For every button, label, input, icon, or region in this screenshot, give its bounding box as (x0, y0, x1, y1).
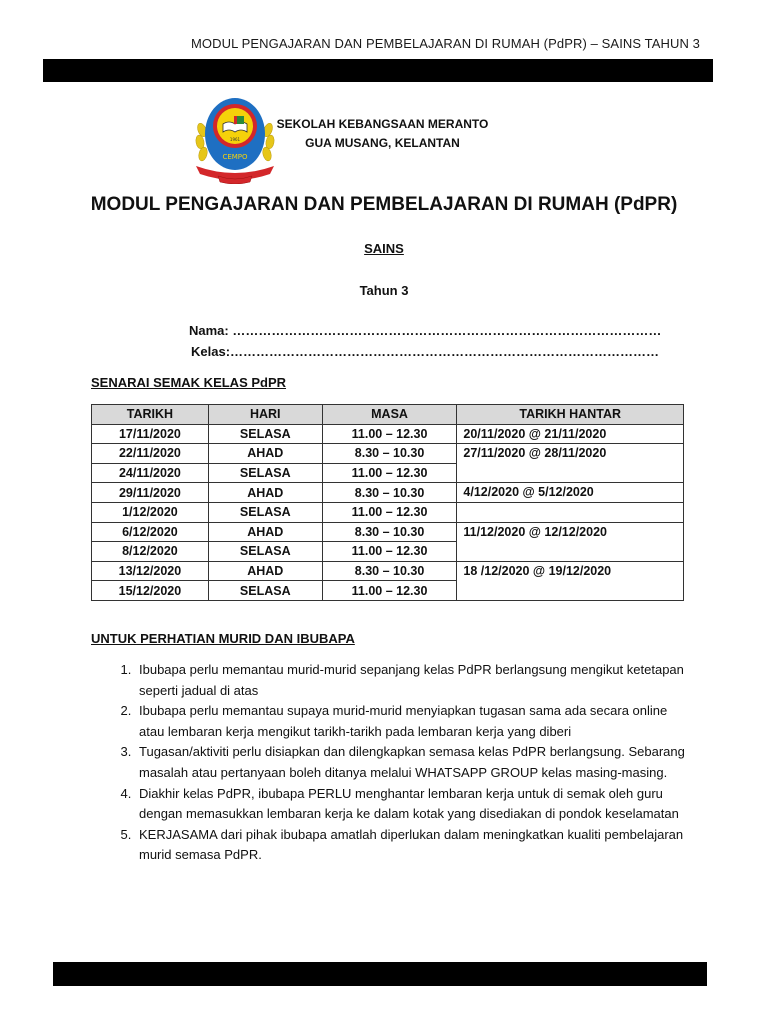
school-info (270, 115, 495, 153)
note-item: 1. Ibubapa perlu memantau murid-murid sepanjang kelas PdPR berlangsung mengikut ketetapan seperti jadual di atas (135, 660, 695, 701)
cell-hari: SELASA (208, 581, 322, 601)
svg-text:CEMPO: CEMPO (222, 153, 248, 161)
cell-hari: SELASA (208, 542, 322, 562)
cell-hari: AHAD (208, 561, 322, 581)
cell-masa: 8.30 – 10.30 (322, 561, 457, 581)
column-header-hari: HARI (208, 405, 322, 425)
cell-masa: 11.00 – 12.30 (322, 424, 457, 444)
cell-masa: 8.30 – 10.30 (322, 483, 457, 503)
cell-tarikh: 15/12/2020 (92, 581, 209, 601)
school-crest-icon (190, 92, 280, 184)
table-row (92, 483, 684, 503)
cell-hari: AHAD (208, 444, 322, 464)
cell-tarikh: 22/11/2020 (92, 444, 209, 464)
table-row (92, 502, 684, 522)
cell-tarikh-hantar-empty (457, 502, 684, 522)
cell-masa: 11.00 – 12.30 (322, 581, 457, 601)
table-row (92, 522, 684, 542)
cell-tarikh-hantar: 11/12/2020 @ 12/12/2020 (457, 522, 684, 561)
cell-tarikh: 17/11/2020 (92, 424, 209, 444)
cell-tarikh: 24/11/2020 (92, 463, 209, 483)
cell-masa: 8.30 – 10.30 (322, 522, 457, 542)
cell-masa: 11.00 – 12.30 (322, 463, 457, 483)
year-label: Tahun 3 (359, 283, 409, 298)
cell-hari: SELASA (208, 502, 322, 522)
header-bar (43, 59, 713, 82)
cell-tarikh-hantar: 4/12/2020 @ 5/12/2020 (457, 483, 684, 503)
column-header-masa: MASA (322, 405, 457, 425)
table-header-row (92, 405, 684, 425)
school-location: GUA MUSANG, KELANTAN (305, 136, 460, 150)
svg-text:1961: 1961 (229, 137, 241, 142)
cell-tarikh: 29/11/2020 (92, 483, 209, 503)
table-row (92, 561, 684, 581)
cell-tarikh: 6/12/2020 (92, 522, 209, 542)
footer-bar (53, 962, 707, 986)
cell-hari: AHAD (208, 483, 322, 503)
table-row (92, 424, 684, 444)
cell-hari: SELASA (208, 463, 322, 483)
page-title: MODUL PENGAJARAN DAN PEMBELAJARAN DI RUMAH (PdPR) (90, 194, 678, 215)
notes-section-title: UNTUK PERHATIAN MURID DAN IBUBAPA (91, 631, 355, 646)
cell-masa: 11.00 – 12.30 (322, 542, 457, 562)
schedule-table (91, 404, 684, 601)
cell-masa: 8.30 – 10.30 (322, 444, 457, 464)
name-field: Nama: ……………………………………………………………………………………… (189, 323, 662, 338)
schedule-section-title: SENARAI SEMAK KELAS PdPR (91, 375, 287, 390)
column-header-tarikh-hantar: TARIKH HANTAR (457, 405, 684, 425)
cell-tarikh: 8/12/2020 (92, 542, 209, 562)
subject-title: SAINS (364, 241, 404, 256)
table-row (92, 444, 684, 464)
cell-masa: 11.00 – 12.30 (322, 502, 457, 522)
notes-list (108, 660, 695, 866)
cell-tarikh: 13/12/2020 (92, 561, 209, 581)
cell-hari: AHAD (208, 522, 322, 542)
class-field: Kelas:……………………………………………………………………………………… (191, 344, 660, 359)
cell-tarikh-hantar: 20/11/2020 @ 21/11/2020 (457, 424, 684, 444)
column-header-tarikh: TARIKH (92, 405, 209, 425)
cell-tarikh-hantar: 27/11/2020 @ 28/11/2020 (457, 444, 684, 483)
note-item: 4. Diakhir kelas PdPR, ibubapa PERLU menghantar lembaran kerja untuk di semak oleh guru dengan memasukkan lembaran kerja ke dalam kotak yang disediakan di pondok keselamatan (135, 784, 695, 825)
cell-tarikh-hantar: 18 /12/2020 @ 19/12/2020 (457, 561, 684, 600)
note-item: 3. Tugasan/aktiviti perlu disiapkan dan dilengkapkan semasa kelas PdPR berlangsung. Sebarang masalah atau pertanyaan boleh ditanya melalui WHATSAPP GROUP kelas masing-masing. (135, 742, 695, 783)
running-header: MODUL PENGAJARAN DAN PEMBELAJARAN DI RUMAH (PdPR) – SAINS TAHUN 3 (190, 36, 700, 51)
school-name: SEKOLAH KEBANGSAAN MERANTO (276, 117, 489, 131)
note-item: 2. Ibubapa perlu memantau supaya murid-murid menyiapkan tugasan sama ada secara online atau lembaran kerja mengikut tarikh-tarikh pada lembaran kerja yang diberi (135, 701, 695, 742)
cell-hari: SELASA (208, 424, 322, 444)
cell-tarikh: 1/12/2020 (92, 502, 209, 522)
note-item: 5. KERJASAMA dari pihak ibubapa amatlah diperlukan dalam meningkatkan kualiti pembelajaran murid semasa PdPR. (135, 825, 695, 866)
